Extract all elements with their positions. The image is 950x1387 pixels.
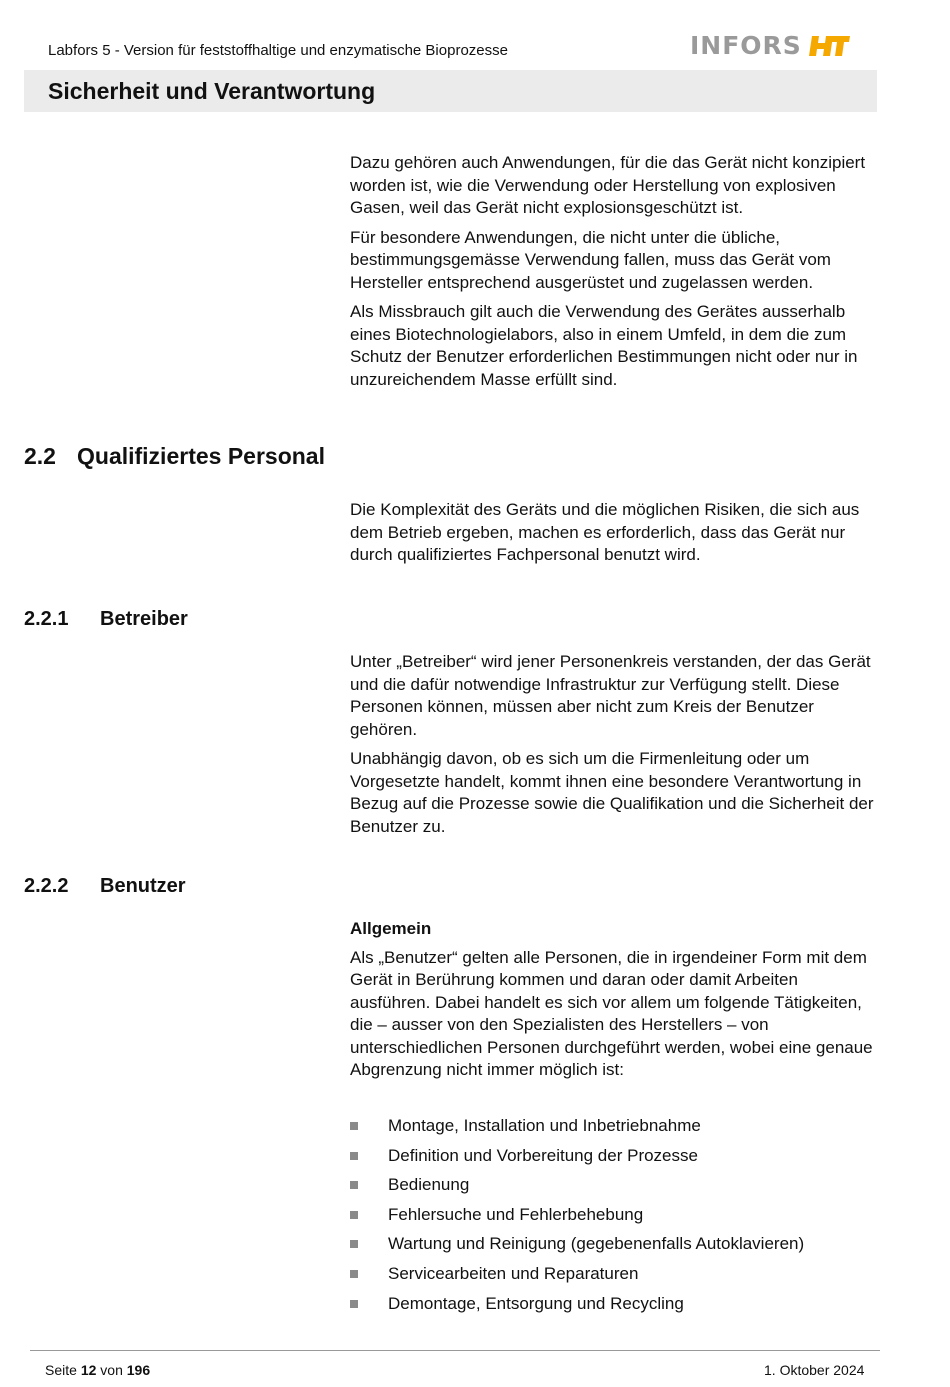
activity-list xyxy=(350,1111,804,1318)
page-of: von xyxy=(100,1362,123,1378)
square-bullet-icon xyxy=(350,1300,358,1308)
user-paragraph: Als „Benutzer“ gelten alle Personen, die in irgendeiner Form mit dem Gerät in Berührung kommen und daran oder damit Arbeiten ausführen. Dabei handelt es sich vor allem um folgende Tätigkeiten, die – ausser von den Spezialisten des Herstellers – von unterschiedlichen Personen durchgeführt werden, wobei eine genaue Abgrenzung nicht immer möglich ist: xyxy=(350,947,873,1079)
section-header-bar xyxy=(24,70,877,112)
section-title: Sicherheit und Verantwortung xyxy=(48,78,376,104)
list-item-text: Montage, Installation und Inbetriebnahme xyxy=(388,1116,701,1135)
list-item-text: Definition und Vorbereitung der Prozesse xyxy=(388,1145,698,1165)
list-item xyxy=(350,1170,804,1200)
footer-date: 1. Oktober 2024 xyxy=(764,1362,865,1378)
ht-logo-mark-icon xyxy=(808,34,850,58)
list-item xyxy=(350,1289,804,1319)
list-item-text: Fehlersuche und Fehlerbehebung xyxy=(388,1204,644,1224)
list-item-text: Demontage, Entsorgung und Recycling xyxy=(388,1293,684,1313)
heading-number: 2.2 xyxy=(24,443,56,469)
qualified-personnel-paragraph: Die Komplexität des Geräts und die möglichen Risiken, die sich aus dem Betrieb ergeben, machen es erforderlich, dass das Gerät nur durch qualifiziertes Fachpersonal benutzt wird. xyxy=(350,500,860,564)
list-item-text: Wartung und Reinigung (gegebenenfalls Autoklavieren) xyxy=(388,1234,805,1254)
square-bullet-icon xyxy=(350,1240,358,1248)
list-item xyxy=(350,1229,804,1259)
document-title: Labfors 5 - Version für feststoffhaltige und enzymatische Bioprozesse xyxy=(48,42,508,59)
list-item-text: Servicearbeiten und Reparaturen xyxy=(388,1263,639,1283)
heading-number: 2.2.2 xyxy=(24,875,69,897)
intro-paragraph-1: Dazu gehören auch Anwendungen, für die das Gerät nicht konzipiert worden ist, wie die Verwendung oder Herstellung von explosiven Gasen, weil das Gerät nicht explosionsgeschützt ist. xyxy=(350,153,866,217)
infors-ht-logo xyxy=(690,31,850,60)
intro-text-block xyxy=(350,152,880,398)
list-item xyxy=(350,1111,804,1141)
subheading-general: Allgemein xyxy=(350,919,432,938)
operator-paragraph-2: Unabhängig davon, ob es sich um die Firmenleitung oder um Vorgesetzte handelt, kommt ihnen eine besondere Verantwortung in Bezug auf die Prozesse sowie die Qualifikation und die Sicherheit der Benutzer zu. xyxy=(350,749,874,836)
user-text xyxy=(350,918,880,1089)
square-bullet-icon xyxy=(350,1181,358,1189)
heading-number: 2.2.1 xyxy=(24,608,69,630)
logo-wordmark: INFORS xyxy=(690,31,802,60)
heading-text: Qualifiziertes Personal xyxy=(77,443,325,469)
square-bullet-icon xyxy=(350,1270,358,1278)
footer-divider xyxy=(30,1350,880,1351)
operator-text xyxy=(350,651,880,845)
square-bullet-icon xyxy=(350,1211,358,1219)
intro-paragraph-3: Als Missbrauch gilt auch die Verwendung des Gerätes ausserhalb eines Biotechnologielabors, also in einem Umfeld, in dem die zum Schutz der Benutzer erforderlichen Bestimmungen nicht oder nur in unzureichendem Masse erfüllt sind. xyxy=(350,302,858,389)
list-item xyxy=(350,1141,804,1171)
intro-paragraph-2: Für besondere Anwendungen, die nicht unter die übliche, bestimmungsgemässe Verwendung fallen, muss das Gerät vom Hersteller entsprechend ausgerüstet und zugelassen werden. xyxy=(350,227,831,292)
heading-2-2-1 xyxy=(24,608,188,631)
page-indicator xyxy=(45,1362,150,1378)
page-prefix: Seite xyxy=(45,1362,77,1378)
list-item xyxy=(350,1259,804,1289)
page-number: 12 xyxy=(80,1362,97,1378)
heading-2-2 xyxy=(24,443,325,470)
list-item-text: Bedienung xyxy=(388,1175,470,1195)
page-total: 196 xyxy=(126,1362,151,1378)
square-bullet-icon xyxy=(350,1122,358,1130)
heading-2-2-2 xyxy=(24,875,186,898)
heading-text: Betreiber xyxy=(100,608,188,630)
heading-text: Benutzer xyxy=(100,875,186,897)
qualified-personnel-text xyxy=(350,499,880,574)
list-item xyxy=(350,1200,804,1230)
operator-paragraph-1: Unter „Betreiber“ wird jener Personenkreis verstanden, der das Gerät und die dafür notwendige Infrastruktur zur Verfügung stellt. Diese Personen können, müssen aber nicht zum Kreis der Benutzer gehören. xyxy=(350,652,871,739)
square-bullet-icon xyxy=(350,1152,358,1160)
